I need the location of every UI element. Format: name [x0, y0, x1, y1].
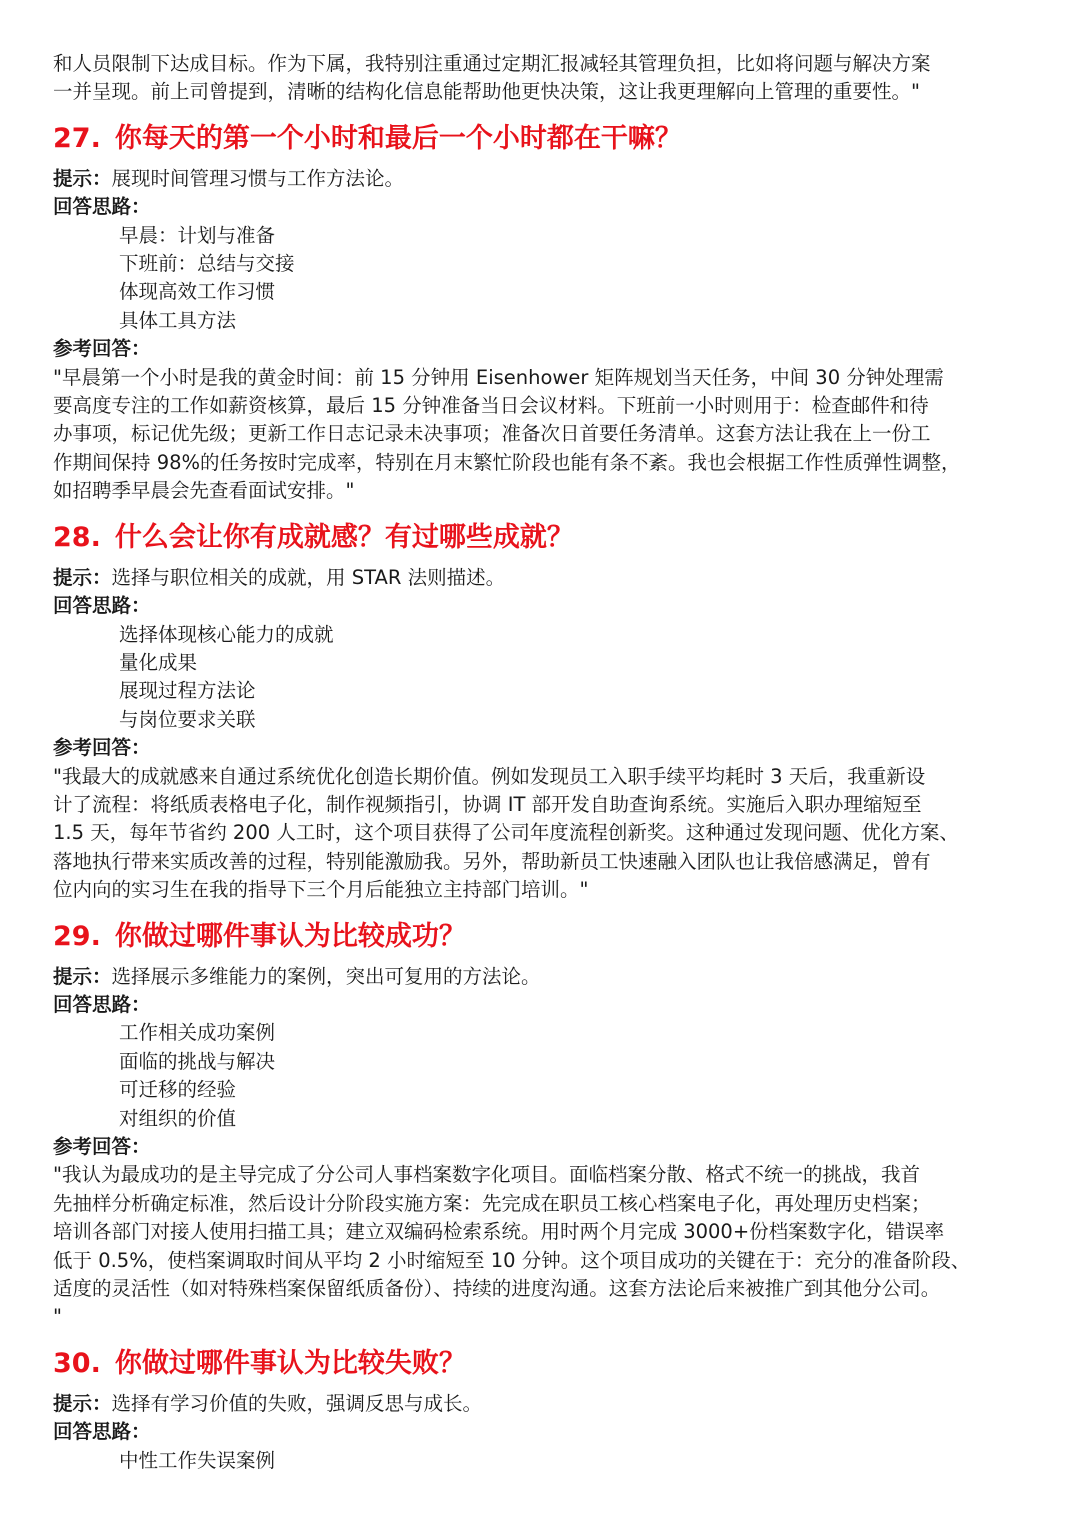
approach-label: 回答思路：: [53, 594, 151, 618]
reference-label: 参考回答：: [53, 1135, 151, 1158]
question-28: [53, 520, 1028, 905]
question-title: [53, 520, 1028, 556]
intro-paragraph: 和人员限制下达成目标。作为下属，我特别注重通过定期汇报减轻其管理负担，比如将问题与解决方案 一并呈现。前上司曾提到，清晰的结构化信息能帮助他更快决策，这让我更理解向上管理的重要性。": [53, 52, 931, 104]
reference-label: 参考回答：: [53, 337, 151, 361]
list-item: 与岗位要求关联: [119, 707, 256, 731]
approach-list: [53, 222, 1028, 336]
approach-label: 回答思路：: [53, 195, 151, 219]
question-title: [53, 919, 1028, 955]
list-item: 可迁移的经验: [119, 1078, 237, 1102]
hint-line: [53, 165, 1028, 193]
question-text: 什么会让你有成就感？有过哪些成就？: [114, 521, 574, 553]
approach-label: 回答思路：: [53, 1420, 151, 1444]
hint-label: 提示：: [53, 565, 112, 589]
question-29: [53, 919, 1028, 1332]
hint-line: [53, 564, 1028, 592]
question-title: [53, 121, 1028, 157]
list-item: 对组织的价值: [119, 1106, 237, 1130]
question-27: [53, 121, 1028, 506]
list-item: 中性工作失误案例: [119, 1448, 276, 1472]
approach-list: [53, 1447, 1028, 1475]
list-item: 展现过程方法论: [119, 679, 256, 703]
list-item: 具体工具方法: [119, 308, 237, 332]
hint-text: 展现时间管理习惯与工作方法论。: [111, 166, 405, 190]
question-text: 你做过哪件事认为比较成功？: [114, 920, 466, 952]
approach-list: [53, 1019, 1028, 1133]
hint-text: 选择展示多维能力的案例，突出可复用的方法论。: [111, 964, 541, 988]
hint-label: 提示：: [53, 1391, 112, 1415]
list-item: 下班前：总结与交接: [119, 252, 295, 276]
question-title: [53, 1346, 1028, 1382]
approach-list: [53, 621, 1028, 735]
hint-line: [53, 963, 1028, 991]
answer-paragraph: "我认为最成功的是主导完成了分公司人事档案数字化项目。面临档案分散、格式不统一的挑战，我首 先抽样分析确定标准，然后设计分阶段实施方案：先完成在职员工核心档案电子化，再处理历史档案； 培训各部门对接人使用扫描工具；建立双编码检索系统。用时两个月完成 3000+份档案数字化，错误率 低于 0.5%，使档案调取时间从平均 2 小时缩短至 10 分钟。这个项目成功的关键在于：充分的准备阶段、 适度的灵活性（如对特殊档案保留纸质备份）、持续的进度沟通。这套方法论后来被推广到其他分公司。 ": [53, 1163, 971, 1329]
question-text: 你每天的第一个小时和最后一个小时都在干嘛？: [114, 122, 682, 154]
list-item: 早晨：计划与准备: [119, 223, 276, 247]
list-item: 工作相关成功案例: [119, 1021, 276, 1045]
hint-text: 选择与职位相关的成就，用 STAR 法则描述。: [111, 565, 506, 589]
hint-text: 选择有学习价值的失败，强调反思与成长。: [111, 1391, 483, 1415]
question-30: [53, 1346, 1028, 1475]
hint-label: 提示：: [53, 166, 112, 190]
list-item: 面临的挑战与解决: [119, 1049, 276, 1073]
question-number: 30.: [53, 1347, 101, 1379]
reference-label: 参考回答：: [53, 736, 151, 760]
question-number: 28.: [53, 521, 101, 553]
list-item: 选择体现核心能力的成就: [119, 622, 334, 646]
list-item: 量化成果: [119, 650, 198, 674]
answer-paragraph: "早晨第一个小时是我的黄金时间：前 15 分钟用 Eisenhower 矩阵规划当天任务，中间 30 分钟处理需 要高度专注的工作如薪资核算，最后 15 分钟准备当日会议材料。下班前一小时则用于：检查邮件和待 办事项，标记优先级；更新工作日志记录未决事项；准备次日首要任务清单。这套方法让我在上一份工 作期间保持 98%的任务按时完成率，特别在月末繁忙阶段也能有条不紊。我也会根据工作性质弹性调整， 如招聘季早晨会先查看面试安排。": [53, 365, 961, 503]
question-number: 29.: [53, 920, 101, 952]
answer-paragraph: "我最大的成就感来自通过系统优化创造长期价值。例如发现员工入职手续平均耗时 3 天后，我重新设 计了流程：将纸质表格电子化，制作视频指引，协调 IT 部开发自助查询系统。实施后入职办理缩短至 1.5 天，每年节省约 200 人工时，这个项目获得了公司年度流程创新奖。这种通过发现问题、优化方案、 落地执行带来实质改善的过程，特别能激励我。另外，帮助新员工快速融入团队也让我倍感满足，曾有 位内向的实习生在我的指导下三个月后能独立主持部门培训。": [53, 764, 959, 902]
hint-label: 提示：: [53, 964, 112, 988]
question-number: 27.: [53, 122, 101, 154]
approach-label: 回答思路：: [53, 992, 151, 1016]
list-item: 体现高效工作习惯: [119, 280, 276, 304]
hint-line: [53, 1390, 1028, 1418]
question-text: 你做过哪件事认为比较失败？: [114, 1347, 466, 1379]
